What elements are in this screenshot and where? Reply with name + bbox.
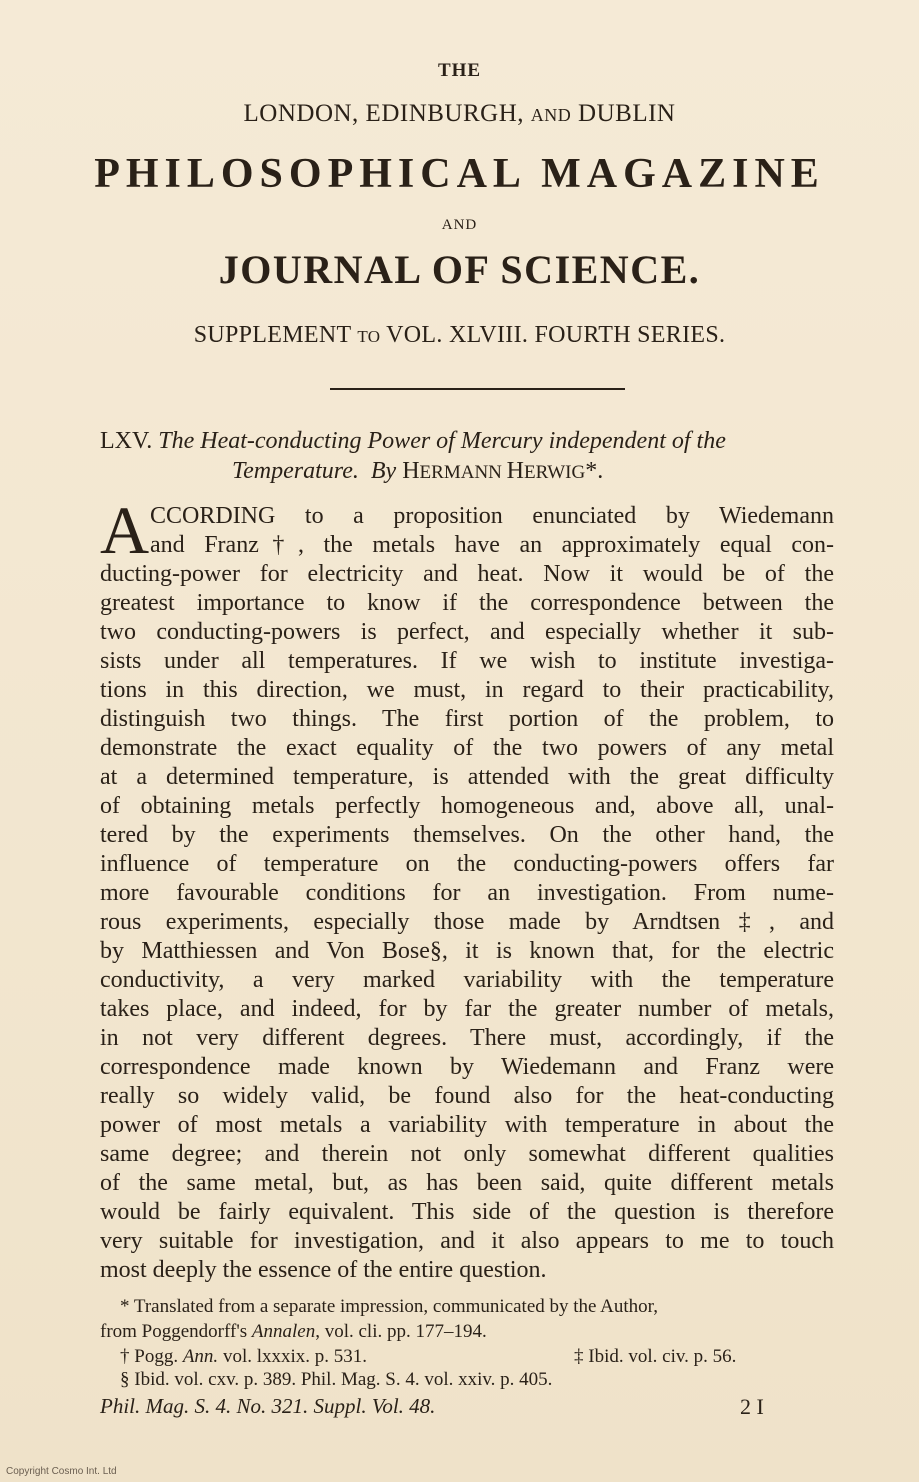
page-footer-citation: Phil. Mag. S. 4. No. 321. Suppl. Vol. 48. — [100, 1394, 436, 1418]
footnote-1b: from Poggendorff's Annalen, vol. cli. pp. 177–194. — [100, 1321, 487, 1342]
body-line: rous experiments, especially those made by Arndtsen‡, and — [100, 909, 834, 935]
copyright-watermark: Copyright Cosmo Int. Ltd — [6, 1466, 117, 1477]
body-line: two conducting-powers is perfect, and especially whether it sub- — [100, 619, 834, 645]
masthead-and: AND — [441, 217, 478, 233]
masthead-magazine-title: PHILOSOPHICAL MAGAZINE — [94, 151, 825, 197]
footnote-2: † Pogg. Ann. vol. lxxxix. p. 531. — [120, 1346, 368, 1367]
footnote-3: ‡ Ibid. vol. civ. p. 56. — [574, 1346, 737, 1367]
body-line: of the same metal, but, as has been said, quite different metals — [100, 1170, 834, 1196]
body-line: would be fairly equivalent. This side of the question is therefore — [100, 1199, 834, 1225]
masthead-publication-places: LONDON, EDINBURGH, AND DUBLIN — [243, 100, 676, 127]
body-line: conductivity, a very marked variability with the temperature — [100, 967, 834, 993]
body-line: of obtaining metals perfectly homogeneous and, above all, unal- — [100, 793, 834, 819]
masthead-supplement: SUPPLEMENT TO VOL. XLVIII. FOURTH SERIES. — [193, 322, 726, 348]
page-footer-signature: 2 I — [740, 1394, 764, 1419]
masthead-the: THE — [437, 60, 482, 81]
body-line: really so widely valid, be found also for the heat-conducting — [100, 1083, 834, 1109]
body-line: sists under all temperatures. If we wish to institute investiga- — [100, 648, 834, 674]
masthead-journal-title: JOURNAL OF SCIENCE. — [218, 247, 701, 292]
body-line: greatest importance to know if the correspondence between the — [100, 590, 834, 616]
body-line: tered by the experiments themselves. On the other hand, the — [100, 822, 834, 848]
body-line: tions in this direction, we must, in regard to their practicability, — [100, 677, 834, 703]
body-line: in not very different degrees. There must, accordingly, if the — [100, 1025, 834, 1051]
article-title: The Heat-conducting Power of Mercury independent of the — [158, 428, 726, 454]
body-line: at a determined temperature, is attended with the great difficulty — [100, 764, 834, 790]
article-title-line1 — [100, 428, 840, 455]
body-line: distinguish two things. The first portion of the problem, to — [100, 706, 834, 732]
footnote-4: § Ibid. vol. cxv. p. 389. Phil. Mag. S. 4. vol. xxiv. p. 405. — [120, 1369, 553, 1390]
body-line: correspondence made known by Wiedemann and Franz were — [100, 1054, 834, 1080]
drop-cap: A — [100, 492, 150, 568]
article-number: LXV. — [100, 428, 153, 454]
footnote-1a: * Translated from a separate impression, communicated by the Author, — [120, 1296, 658, 1317]
body-line: very suitable for investigation, and it also appears to me to touch — [100, 1228, 834, 1254]
body-line: influence of temperature on the conducting-powers offers far — [100, 851, 834, 877]
body-line: takes place, and indeed, for by far the greater number of metals, — [100, 996, 834, 1022]
body-line: CCORDING to a proposition enunciated by Wiedemann — [150, 503, 834, 529]
body-line: and Franz†, the metals have an approximately equal con- — [150, 532, 834, 558]
article-author: HERMANN HERWIG*. — [402, 458, 604, 484]
body-line: most deeply the essence of the entire question. — [100, 1257, 547, 1283]
body-line: by Matthiessen and Von Bose§, it is known that, for the electric — [100, 938, 834, 964]
body-line: more favourable conditions for an investigation. From nume- — [100, 880, 834, 906]
body-line: same degree; and therein not only somewhat different qualities — [100, 1141, 834, 1167]
article-title-line2: Temperature. By HERMANN HERWIG*. — [232, 458, 604, 484]
body-line: power of most metals a variability with temperature in about the — [100, 1112, 834, 1138]
body-line: ducting-power for electricity and heat. Now it would be of the — [100, 561, 834, 587]
divider-rule — [330, 388, 625, 390]
body-line: demonstrate the exact equality of the two powers of any metal — [100, 735, 834, 761]
